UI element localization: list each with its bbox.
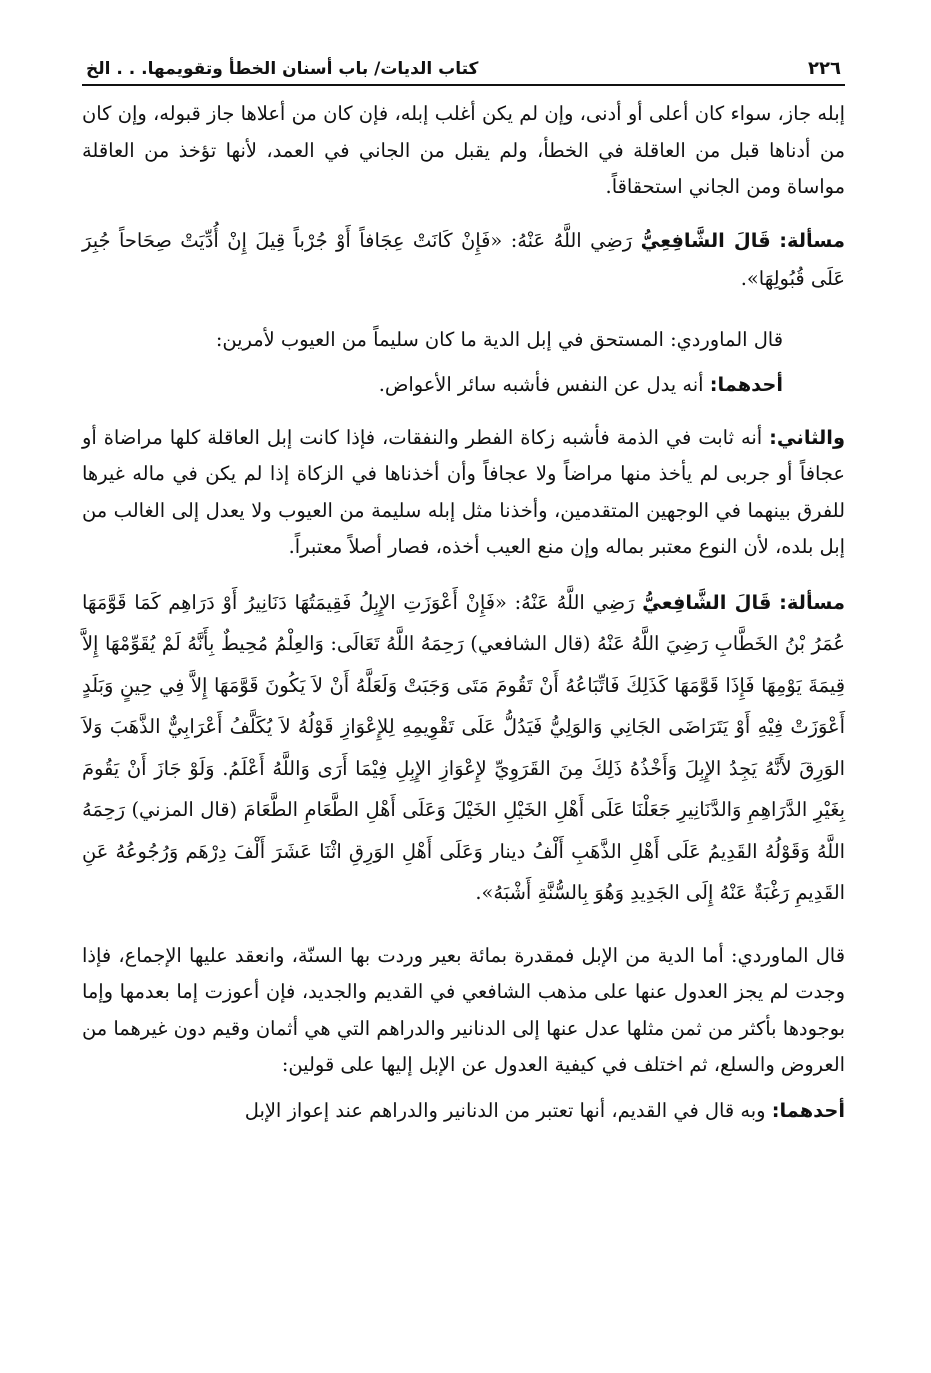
- masala-2-speaker: قَالَ الشَّافِعيُّ: [642, 590, 772, 614]
- masala-2: [82, 582, 845, 914]
- paragraph-1: [82, 96, 845, 206]
- masala-1: [82, 222, 845, 298]
- paragraph-4-text: أنه ثابت في الذمة فأشبه زكاة الفطر والنفقات، فإذا كانت إبل العاقلة كلها مراضاة أو عجافاً أو جربى لم يأخذ منها مراضاً ولا عجافاً وأن أخذناها في الزكاة إذا لم يكن في ماله غيرها للفرق بينهما في الوجهين المتقدمين، وأخذنا مثل إبله سليمة من العيوب ولا يعدل إلى الغالب من إبل بلده، لأن النوع معتبر بماله وإن منع العيب أخذه، فصار أصلاً معتبراً.: [82, 425, 845, 558]
- paragraph-2: [82, 322, 845, 359]
- masala-2-text-b: رَحِمَهُ اللَّهُ تَعَالَى: وَالعِلْمُ مُحِيطٌ بِأَنَّهُ لَمْ يُقَوِّمْهَا إِلاَّ قِيمَةَ يَوْمِهَا فَإِذَا قَوَّمَهَا كَذَلِكَ فَاتِّبَاعُهُ أَنْ تَقُومَ مَتَى وَجَبَتْ وَلَعَلَّهُ أَنْ لاَ يَكُونَ قَوَّمَهَا إِلاَّ فِي حِينٍ وَبَلَدٍ أَعْوَزَتْ فِيْهِ أَوْ يَتَرَاضَى الجَانِي وَالوَلِيُّ فَيَدُلُّ عَلَى تَقْوِيمِهِ لِلإِعْوَازِ قَوْلُهُ لاَ يُكَلَّفُ أَعْرَابِيٌّ الذَّهَبَ وَلاَ الوَرِقَ لأَنَّهُ يَجِدُ الإِبِلَ وَأَخْذُهُ ذَلِكَ مِنَ القَرَوِيِّ لإِعْوَازِ الإِبِلِ فِيْمَا أَرَى وَاللَّهُ أَعْلَمُ. وَلَوْ جَازَ أَنْ يَقُومَ بِغَيْرِ الدَّرَاهِمِ وَالدَّنَانِيرِ جَعَلْنَا عَلَى أَهْلِ الخَيْلِ الخَيْلَ وَعَلَى أَهْلِ الطَّعَامِ الطَّعَامَ: [82, 632, 845, 821]
- page-number: ٢٢٦: [808, 58, 841, 79]
- paragraph-6-label: أحدهما:: [771, 1098, 845, 1122]
- paragraph-5: [82, 938, 845, 1084]
- paragraph-3-text: أنه يدل عن النفس فأشبه سائر الأعواض.: [378, 373, 704, 396]
- masala-1-text: رَضِي اللَّهُ عَنْهُ: «فَإِنْ كَانَتْ عِجَافاً أَوْ جُرْباً قِيلَ إِنْ أُدِّيَتْ صِحَاحاً جُبِرَ عَلَى قُبُولِهَا».: [82, 228, 845, 290]
- paragraph-4-label: والثاني:: [769, 425, 846, 449]
- page-header: [82, 58, 845, 86]
- paragraph-3: [82, 367, 845, 404]
- masala-2-note-a: (قال الشافعي): [470, 632, 591, 655]
- paragraph-3-label: أحدهما:: [709, 373, 783, 396]
- masala-1-label: مسألة:: [779, 228, 846, 252]
- paragraph-4: [82, 420, 845, 566]
- paragraph-6-text: وبه قال في القديم، أنها تعتبر من الدنانير والدراهم عند إعواز الإبل: [244, 1098, 766, 1122]
- paragraph-5-text: قال الماوردي: أما الدية من الإبل فمقدرة بمائة بعير وردت بها السنّة، وانعقد عليها الإجماع، فإذا وجدت لم يجز العدول عنها على مذهب الشافعي في القديم والجديد، فإن أعوزت إما بعدمها وإما بوجودها بأكثر من ثمن مثلها عدل عنها إلى الدنانير والدراهم التي هي أثمان وقيم دون غيرهما من العروض والسلع، ثم اختلف في كيفية العدول عن الإبل إليها على قولين:: [82, 943, 845, 1076]
- masala-2-label: مسألة:: [779, 590, 845, 614]
- masala-1-speaker: قَالَ الشَّافِعِيُّ: [640, 228, 771, 252]
- masala-2-text-a: رَضِي اللَّهُ عَنْهُ: «فَإِنْ أَعْوَزَتِ الإِبِلُ فَقِيمَتُهَا دَنَانِيرُ أَوْ دَرَاهِم كَمَا قَوَّمَهَا عُمَرُ بْنُ الخَطَّابِ رَضِيَ اللَّهُ عَنْهُ: [82, 590, 845, 655]
- masala-2-note-b: (قال المزني): [131, 798, 238, 821]
- masala-2-text-c: رَحِمَهُ اللَّهُ وَقَوْلُهُ القَدِيمُ عَلَى أَهْلِ الذَّهَبِ أَلْفُ دينار وَعَلَى أَهْلِ الوَرِقِ اثْنَا عَشَرَ أَلْفَ دِرْهَم وَرُجُوعُهُ عَنِ القَدِيمِ رَغْبَةٌ عَنْهُ إِلَى الجَدِيدِ وَهُوَ بِالسُّنَّةِ أَشْبَهُ».: [82, 798, 845, 904]
- paragraph-1-text: إبله جاز، سواء كان أعلى أو أدنى، وإن لم يكن أغلب إبله، فإن كان من أعلاها جاز قبوله، وإن كان من أدناها قبل من العاقلة في الخطأ، ولم يقبل من الجاني في العمد، لأنها تؤخذ من العاقلة مواساة ومن الجاني استحقاقاً.: [82, 102, 845, 198]
- paragraph-6: [82, 1093, 845, 1130]
- paragraph-2-text: قال الماوردي: المستحق في إبل الدية ما كان سليماً من العيوب لأمرين:: [215, 327, 783, 351]
- running-title: كتاب الديات/ باب أسنان الخطأ وتقويمها. . . الخ: [86, 59, 479, 79]
